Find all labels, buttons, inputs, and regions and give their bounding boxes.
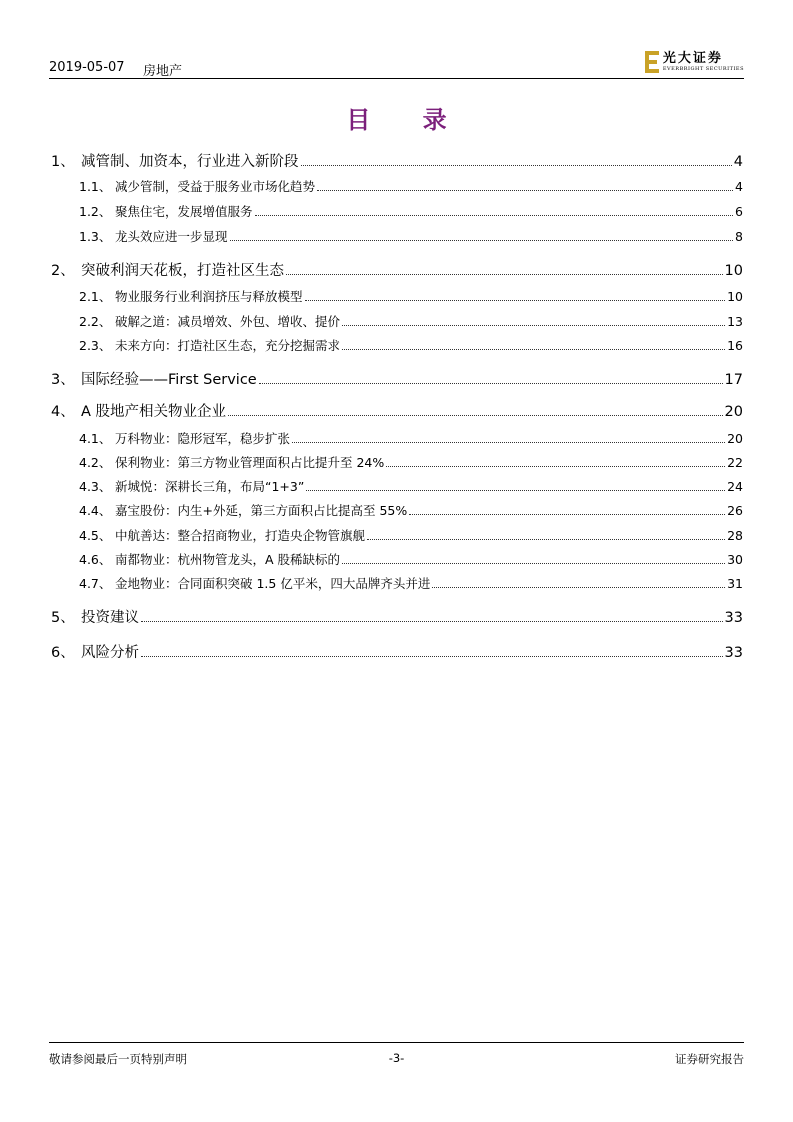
toc-entry-number: 6、 (51, 645, 75, 661)
toc-entry-number: 4.3、 (79, 479, 112, 494)
toc-entry-number: 2、 (51, 263, 75, 279)
toc-entry-title[interactable]: 物业服务行业利润挤压与释放模型 (115, 289, 303, 304)
toc-entry-title[interactable]: 投资建议 (81, 610, 139, 626)
toc-entry-page: 4 (733, 154, 743, 170)
toc-entry-page: 22 (727, 455, 743, 470)
toc-entry-page: 30 (727, 552, 743, 567)
toc-entry[interactable] (49, 259, 743, 279)
toc-entry-title[interactable]: 中航善达：整合招商物业，打造央企物管旗舰 (115, 528, 366, 543)
toc-entry[interactable] (49, 606, 743, 626)
logo-english-name: EVERBRIGHT SECURITIES (662, 66, 744, 72)
page-footer (49, 1042, 744, 1073)
logo-chinese-name: 光大证券 (662, 51, 723, 66)
toc-entry-number: 4.2、 (79, 455, 112, 470)
toc-entry-page: 17 (724, 372, 743, 388)
toc-entry-title[interactable]: 聚焦住宅，发展增值服务 (115, 204, 253, 219)
toc-leader-dots (342, 562, 725, 564)
toc-entry-title[interactable]: 国际经验——First Service (81, 372, 257, 388)
toc-entry-page: 6 (735, 204, 743, 219)
toc-leader-dots (306, 489, 725, 491)
toc-entry-title[interactable]: 保利物业：第三方物业管理面积占比提升至 24% (115, 455, 385, 470)
toc-entry[interactable] (49, 641, 743, 661)
toc-entry-number: 3、 (51, 372, 75, 388)
everbright-logo-icon (645, 51, 659, 73)
toc-entry[interactable] (49, 550, 743, 568)
toc-entry-title[interactable]: A 股地产相关物业企业 (81, 404, 227, 420)
toc-entry-page: 26 (727, 503, 743, 518)
toc-leader-dots (305, 299, 726, 301)
toc-entry-title[interactable]: 破解之道：减员增效、外包、增收、提价 (115, 314, 341, 329)
toc-entry-title[interactable]: 南都物业：杭州物管龙头，A 股稀缺标的 (115, 552, 341, 567)
toc-entry-page: 4 (735, 179, 743, 194)
toc-entry[interactable] (49, 227, 743, 245)
toc-leader-dots (342, 348, 725, 350)
toc-leader-dots (259, 382, 723, 384)
report-date: 2019-05-07 (49, 60, 125, 75)
toc-leader-dots (432, 586, 725, 588)
toc-entry[interactable] (49, 574, 743, 592)
toc-entry-page: 10 (727, 289, 743, 304)
toc-entry-number: 2.3、 (79, 338, 112, 353)
toc-leader-dots (386, 465, 725, 467)
toc-entry-page: 8 (735, 229, 743, 244)
toc-entry-page: 33 (724, 645, 743, 661)
toc-entry-title[interactable]: 金地物业：合同面积突破 1.5 亿平米，四大品牌齐头并进 (115, 576, 431, 591)
toc-entry[interactable] (49, 368, 743, 388)
toc-entry-number: 5、 (51, 610, 75, 626)
toc-leader-dots (317, 189, 733, 191)
toc-entry[interactable] (49, 400, 743, 420)
toc-leader-dots (230, 239, 734, 241)
toc-entry[interactable] (49, 429, 743, 447)
toc-leader-dots (292, 441, 725, 443)
toc-entry[interactable] (49, 150, 743, 170)
toc-entry[interactable] (49, 453, 743, 471)
toc-entry-page: 33 (724, 610, 743, 626)
toc-leader-dots (367, 538, 725, 540)
toc-entry[interactable] (49, 526, 743, 544)
toc-entry-number: 2.2、 (79, 314, 112, 329)
toc-leader-dots (255, 214, 734, 216)
toc-entry-title[interactable]: 减管制、加资本，行业进入新阶段 (81, 154, 299, 170)
toc-leader-dots (342, 324, 725, 326)
toc-leader-dots (409, 513, 725, 515)
report-sector: 房地产 (143, 64, 183, 79)
toc-entry-title[interactable]: 风险分析 (81, 645, 139, 661)
toc-entry-page: 13 (727, 314, 743, 329)
toc-entry-number: 1.2、 (79, 204, 112, 219)
toc-entry-page: 10 (724, 263, 743, 279)
toc-leader-dots (141, 655, 723, 657)
toc-entry-number: 1.1、 (79, 179, 112, 194)
page-header (49, 52, 744, 79)
toc-entry-number: 4、 (51, 404, 75, 420)
everbright-logo (645, 48, 744, 76)
toc-entry-page: 20 (727, 431, 743, 446)
toc-entry-title[interactable]: 万科物业：隐形冠军，稳步扩张 (115, 431, 291, 446)
toc-entry-page: 20 (724, 404, 743, 420)
toc-entry-number: 1、 (51, 154, 75, 170)
toc-entry-title[interactable]: 减少管制，受益于服务业市场化趋势 (115, 179, 316, 194)
toc-leader-dots (301, 164, 732, 166)
toc-entry-page: 31 (727, 576, 743, 591)
toc-entry-number: 4.6、 (79, 552, 112, 567)
toc-entry-page: 16 (727, 338, 743, 353)
toc-entry-page: 24 (727, 479, 743, 494)
toc-entry[interactable] (49, 202, 743, 220)
toc-entry[interactable] (49, 477, 743, 495)
toc-entry-number: 4.1、 (79, 431, 112, 446)
toc-entry-title[interactable]: 突破利润天花板，打造社区生态 (81, 263, 284, 279)
toc-leader-dots (286, 273, 723, 275)
toc-entry-number: 4.7、 (79, 576, 112, 591)
toc-entry-number: 1.3、 (79, 229, 112, 244)
toc-entry-title[interactable]: 嘉宝股份：内生+外延，第三方面积占比提高至 55% (115, 503, 408, 518)
toc-leader-dots (228, 414, 723, 416)
toc-title: 目 录 (346, 106, 469, 134)
disclaimer-note: 敬请参阅最后一页特别声明 (49, 1052, 187, 1066)
toc-entry-number: 4.5、 (79, 528, 112, 543)
toc-entry-number: 2.1、 (79, 289, 112, 304)
toc-entry[interactable] (49, 312, 743, 330)
page-number: -3- (388, 1051, 405, 1065)
toc-leader-dots (141, 620, 723, 622)
toc-entry-title[interactable]: 未来方向：打造社区生态，充分挖掘需求 (115, 338, 341, 353)
toc-entry[interactable] (49, 336, 743, 354)
toc-entry-title[interactable]: 龙头效应进一步显现 (115, 229, 228, 244)
toc-entry-number: 4.4、 (79, 503, 112, 518)
toc-entry[interactable] (49, 177, 743, 195)
toc-entry[interactable] (49, 501, 743, 519)
toc-entry[interactable] (49, 287, 743, 305)
toc-entry-page: 28 (727, 528, 743, 543)
report-type: 证券研究报告 (675, 1052, 744, 1066)
toc-entry-title[interactable]: 新城悦：深耕长三角，布局“1+3” (115, 479, 305, 494)
